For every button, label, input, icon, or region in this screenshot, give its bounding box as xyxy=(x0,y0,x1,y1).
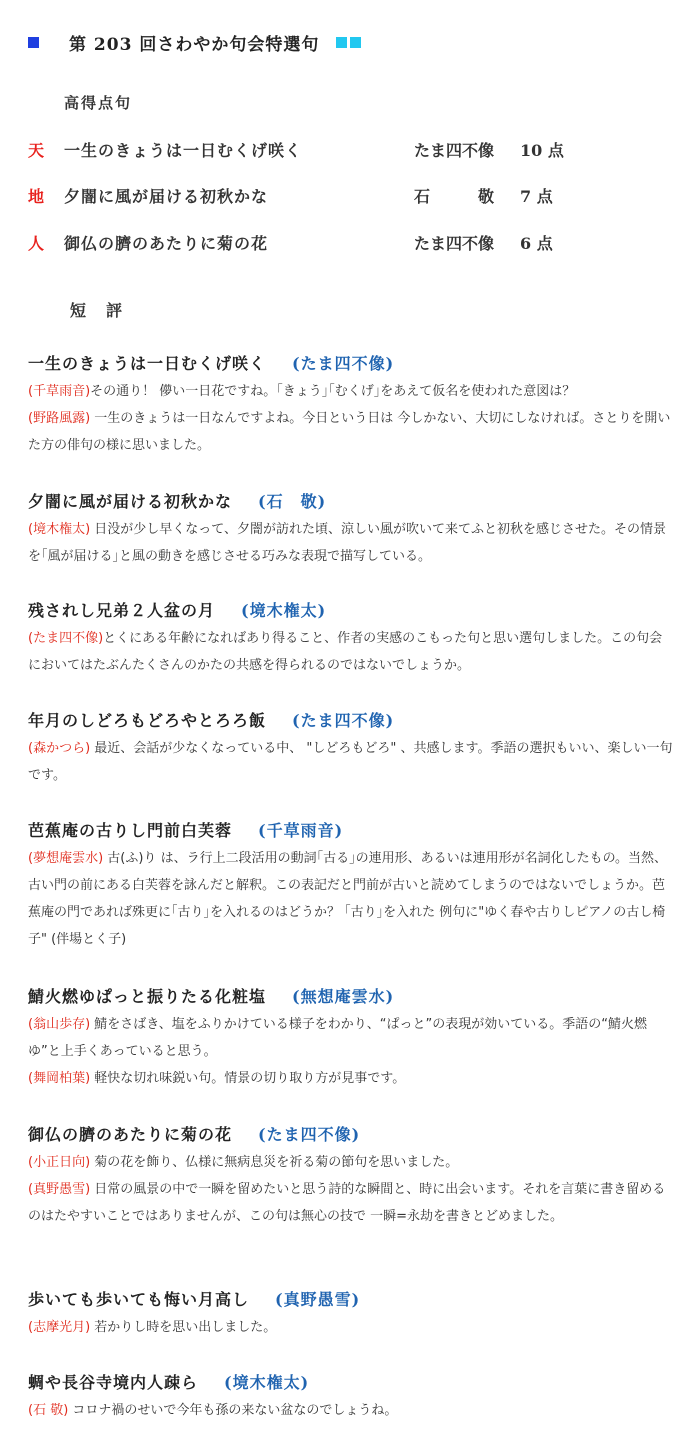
rank-label: 地 xyxy=(28,187,45,206)
points: 7 点 xyxy=(520,187,553,206)
commenter: (翁山歩存) xyxy=(28,1017,91,1032)
haiku-text: 歩いても歩いても悔い月高し xyxy=(28,1290,250,1309)
haiku-author: (境木権太) xyxy=(224,1373,310,1392)
points: 10 点 xyxy=(520,141,564,160)
page-title: 第 203 回さわやか句会特選句 xyxy=(69,34,320,55)
cyan-square-icon xyxy=(336,37,347,48)
haiku-text: 夕闇に風が届ける初秋かな xyxy=(64,187,269,206)
comment-text: 日没が少し早くなって、夕闇が訪れた頃、涼しい風が吹いて来てふと初秋を感じさせた。その情景を｢風が届ける｣と風の動きを感じさせる巧みな表現で描写している。 xyxy=(28,522,667,564)
review-section xyxy=(28,1369,674,1424)
haiku-author: たま四不像 xyxy=(414,141,495,160)
commenter: (境木権太) xyxy=(28,522,91,537)
review-haiku xyxy=(28,707,674,735)
review-heading: 短 評 xyxy=(70,301,125,320)
haiku-author: (無想庵雲水) xyxy=(292,987,395,1006)
review-section xyxy=(28,707,674,789)
commenter: (千草雨音) xyxy=(28,384,91,399)
haiku-text: 一生のきょうは一日むくげ咲く xyxy=(64,141,303,160)
comment xyxy=(28,625,674,679)
review-haiku xyxy=(28,1286,674,1314)
haiku-text: 鯖火燃ゆぱっと振りたる化粧塩 xyxy=(28,987,267,1006)
commenter: (石 敬) xyxy=(28,1403,69,1418)
comment xyxy=(28,1314,674,1341)
review-haiku xyxy=(28,1121,674,1149)
review-haiku xyxy=(28,597,674,625)
haiku-text: 残されし兄弟２人盆の月 xyxy=(28,601,216,620)
review-haiku xyxy=(28,350,674,378)
haiku-text: 御仏の臍のあたりに菊の花 xyxy=(64,234,269,253)
commenter: (志摩光月) xyxy=(28,1320,91,1335)
comment xyxy=(28,378,674,405)
review-haiku xyxy=(28,1369,674,1397)
haiku-author: (真野愚雪) xyxy=(275,1290,361,1309)
review-section xyxy=(28,488,674,570)
comment-text: 軽快な切れ味鋭い句。情景の切り取り方が見事です。 xyxy=(90,1071,406,1086)
points: 6 点 xyxy=(520,234,553,253)
comment xyxy=(28,516,674,570)
review-section xyxy=(28,1121,674,1230)
haiku-text: 年月のしどろもどろやとろろ飯 xyxy=(28,711,267,730)
comment-text: その通り！ 儚い一日花ですね。｢きょう｣｢むくげ｣をあえて仮名を使われた意図は？ xyxy=(90,384,576,399)
comment xyxy=(28,845,674,953)
comment-text: コロナ禍のせいで今年も孫の来ない盆なのでしょうね。 xyxy=(68,1403,398,1418)
haiku-text: 一生のきょうは一日むくげ咲く xyxy=(28,354,267,373)
comment-text: 若かりし時を思い出しました。 xyxy=(90,1320,277,1335)
review-section xyxy=(28,817,674,953)
commenter: (森かつら) xyxy=(28,741,91,756)
haiku-author: (たま四不像) xyxy=(258,1125,361,1144)
rank-label: 人 xyxy=(28,234,45,253)
rank-label: 天 xyxy=(28,141,45,160)
comment xyxy=(28,1011,674,1065)
blue-square-icon xyxy=(28,37,39,48)
haiku-author: (千草雨音) xyxy=(258,821,344,840)
commenter: (野路風露) xyxy=(28,411,91,426)
commenter: (真野愚雪) xyxy=(28,1182,91,1197)
comment xyxy=(28,1065,674,1092)
haiku-text: 蜩や長谷寺境内人疎ら xyxy=(28,1373,199,1392)
commenter: (夢想庵雲水) xyxy=(28,851,104,866)
top-scores-heading: 高得点句 xyxy=(64,94,133,112)
comment-text: 最近、会話が少なくなっている中、 "しどろもどろ" 、共感します。季語の選択もいい、楽しい一句です。 xyxy=(28,741,673,783)
comment-text: 日常の風景の中で一瞬を留めたいと思う詩的な瞬間と、時に出会います。それを言葉に書き留めるのはたやすいことではありませんが、この句は無心の技で 一瞬=永劫を書きとどめました。 xyxy=(28,1182,666,1224)
review-haiku xyxy=(28,983,674,1011)
comment-text: 古(ふ)り は、ラ行上二段活用の動詞｢古る｣の連用形、あるいは連用形が名詞化したもの。当然、古い門の前にある白芙蓉を詠んだと解釈。この表記だと門前が古いと読めてしまうのではないでしょうか。芭蕉庵の門であれば殊更に｢古り｣を入れるのはどうか？ ｢古り｣を入れた 例句に"ゆく春や古りしピアノの古し椅子" (伴場とく子) xyxy=(28,851,668,947)
commenter: (舞岡柏葉) xyxy=(28,1071,91,1086)
comment-text: 鯖をさばき、塩をふりかけている様子をわかり、“ぱっと”の表現が効いている。季語の“鯖火燃ゆ”と上手くあっていると思う。 xyxy=(28,1017,647,1059)
comment xyxy=(28,1176,674,1230)
comment xyxy=(28,405,674,459)
haiku-author: (たま四不像) xyxy=(292,711,395,730)
commenter: (たま四不像) xyxy=(28,631,104,646)
page-title-row xyxy=(28,30,361,54)
cyan-square-icon xyxy=(350,37,361,48)
review-section xyxy=(28,350,674,459)
commenter: (小正日向) xyxy=(28,1155,91,1170)
comment xyxy=(28,1149,674,1176)
review-section xyxy=(28,983,674,1092)
haiku-author: たま四不像 xyxy=(414,234,495,253)
haiku-text: 御仏の臍のあたりに菊の花 xyxy=(28,1125,233,1144)
haiku-text: 夕闇に風が届ける初秋かな xyxy=(28,492,233,511)
haiku-text: 芭蕉庵の古りし門前白芙蓉 xyxy=(28,821,233,840)
comment-text: とくにある年齢になればあり得ること、作者の実感のこもった句と思い選句しました。この句会においてはたぶんたくさんのかたの共感を得られるのではないでしょうか。 xyxy=(28,631,663,673)
haiku-author: 石 敬 xyxy=(414,187,495,206)
comment xyxy=(28,735,674,789)
comment xyxy=(28,1397,674,1424)
haiku-author: (たま四不像) xyxy=(292,354,395,373)
review-haiku xyxy=(28,488,674,516)
haiku-author: (境木権太) xyxy=(241,601,327,620)
comment-text: 一生のきょうは一日なんですよね。今日という日は 今しかない、大切にしなければ。さとりを開いた方の俳句の様に思いました。 xyxy=(28,411,671,453)
review-section xyxy=(28,1286,674,1341)
comment-text: 菊の花を飾り、仏様に無病息災を祈る菊の節句を思いました。 xyxy=(90,1155,459,1170)
haiku-author: (石 敬) xyxy=(258,492,327,511)
review-section xyxy=(28,597,674,679)
review-haiku xyxy=(28,817,674,845)
